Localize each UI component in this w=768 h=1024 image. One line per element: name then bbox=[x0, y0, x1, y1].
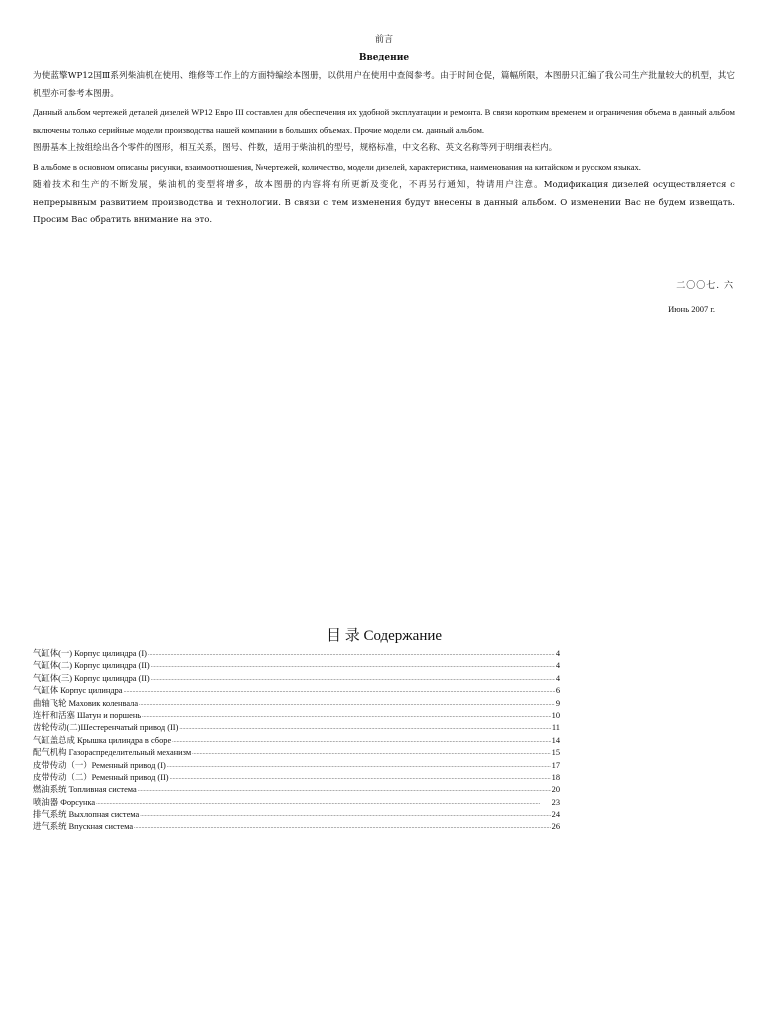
toc-title: 目 录 Содержание bbox=[325, 628, 443, 644]
toc-entry-label: 齿轮传动(二)Шестеренчатый привод (II) bbox=[33, 723, 179, 733]
table-of-contents bbox=[33, 648, 560, 834]
toc-entry-label: 气缸体 Корпус цилиндра bbox=[33, 686, 123, 696]
intro-title: Введение bbox=[358, 53, 410, 63]
toc-entry-page: 23 bbox=[551, 797, 560, 807]
toc-entry-label: 皮带传动（二）Ременный привод (II) bbox=[33, 772, 169, 782]
toc-dot-leader bbox=[151, 672, 555, 685]
toc-entry-label: 配气机构 Газораспределительный механизм bbox=[33, 748, 192, 758]
toc-entry-page: 4 bbox=[555, 649, 560, 658]
paragraph-cn-contents: 图册基本上按组绘出各个零件的图形，相互关系，图号、件数，适用于柴油机的型号，规格标准，中文名称、英文名称等列于明细表栏内。 bbox=[33, 143, 558, 153]
toc-entry-page: 4 bbox=[555, 661, 560, 671]
toc-entry-label: 气缸体(二) Корпус цилиндра (II) bbox=[33, 661, 150, 671]
toc-entry-label: 喷油器 Форсунка bbox=[33, 797, 96, 807]
toc-entry-page: 10 bbox=[551, 710, 560, 720]
date-chinese: 二〇〇七. 六 bbox=[676, 281, 734, 291]
toc-dot-leader bbox=[96, 796, 550, 809]
toc-entry-label: 气缸体(一) Корпус цилиндра (I) bbox=[33, 649, 147, 658]
toc-entry-label: 曲轴飞轮 Маховик коленвала bbox=[33, 698, 139, 708]
toc-dot-leader bbox=[167, 759, 551, 772]
toc-dot-leader bbox=[170, 771, 551, 784]
preface-title: 前言 bbox=[374, 35, 393, 45]
toc-entry-page: 18 bbox=[551, 772, 560, 782]
toc-entry-label: 排气系统 Выхлопная система bbox=[33, 810, 140, 820]
toc-entry-page: 15 bbox=[551, 748, 560, 758]
toc-entry-label: 气缸体(三) Корпус цилиндра (II) bbox=[33, 673, 150, 683]
toc-entry-page: 20 bbox=[551, 785, 560, 795]
toc-dot-leader bbox=[134, 820, 551, 833]
toc-entry-page: 17 bbox=[551, 760, 560, 770]
toc-entry-label: 气缸盖总成 Крышка цилиндра в сборе bbox=[33, 735, 172, 745]
date-russian: Июнь 2007 г. bbox=[668, 304, 715, 314]
toc-entry-label: 燃油系统 Топливная система bbox=[33, 785, 137, 795]
toc-dot-leader bbox=[124, 684, 555, 697]
toc-entry[interactable] bbox=[33, 821, 560, 833]
toc-dot-leader bbox=[179, 721, 551, 734]
toc-dot-leader bbox=[172, 734, 550, 747]
toc-entry-page: 11 bbox=[551, 723, 560, 733]
paragraph-changes-notice: 随着技术和生产的不断发展，柴油机的变型将增多，故本图册的内容将有所更新及变化，不再另行通知，特请用户注意。Модификация дизелей осуществляется с непрерывным развитием производства и технологии. В связи с тем изменения будут внесены в данный альбом. О изменении Вас не будем извещать. Просим Вас обратить внимание на это. bbox=[33, 180, 735, 225]
toc-entry-page: 26 bbox=[551, 822, 560, 832]
toc-entry-page: 14 bbox=[551, 735, 560, 745]
toc-entry-page: 4 bbox=[555, 673, 560, 683]
paragraph-ru-contents: В альбоме в основном описаны рисунки, взаимоотношения, №чертежей, количество, модели дизелей, характеристика, наименования на китайском и русском языках. bbox=[33, 161, 641, 172]
preface-body bbox=[33, 68, 735, 231]
toc-entry-page: 9 bbox=[555, 698, 560, 708]
toc-entry-page: 24 bbox=[551, 810, 560, 820]
toc-dot-leader bbox=[148, 647, 555, 660]
toc-dot-leader bbox=[138, 783, 551, 796]
toc-dot-leader bbox=[139, 697, 555, 710]
paragraph-ru-purpose: Данный альбом чертежей деталей дизелей WP12 Евро III составлен для обеспечения их удобной эксплуатации и ремонта. В связи коротким временем и ограничения объема в данный альбом включены только серийные модели производства нашей компании в больших объемах. Прочие модели см. данный альбом. bbox=[33, 107, 735, 135]
toc-dot-leader bbox=[140, 808, 550, 821]
toc-entry-label: 进气系统 Впускная система bbox=[33, 822, 134, 832]
toc-dot-leader bbox=[192, 746, 550, 759]
toc-entry-page: 6 bbox=[555, 686, 560, 696]
toc-dot-leader bbox=[151, 659, 555, 672]
toc-dot-leader bbox=[142, 709, 550, 722]
toc-entry-label: 皮带传动（一）Ременный привод (I) bbox=[33, 760, 166, 770]
paragraph-cn-purpose: 为使蓝擎WP12国Ⅲ系列柴油机在使用、维修等工作上的方面特编绘本图册，以供用户在使用中查阅参考。由于时间仓促，篇幅所限，本图册只汇编了我公司生产批量较大的机型，其它机型亦可参考本图册。 bbox=[33, 71, 735, 99]
toc-entry-label: 连杆和活塞 Шатун и поршень bbox=[33, 710, 142, 720]
